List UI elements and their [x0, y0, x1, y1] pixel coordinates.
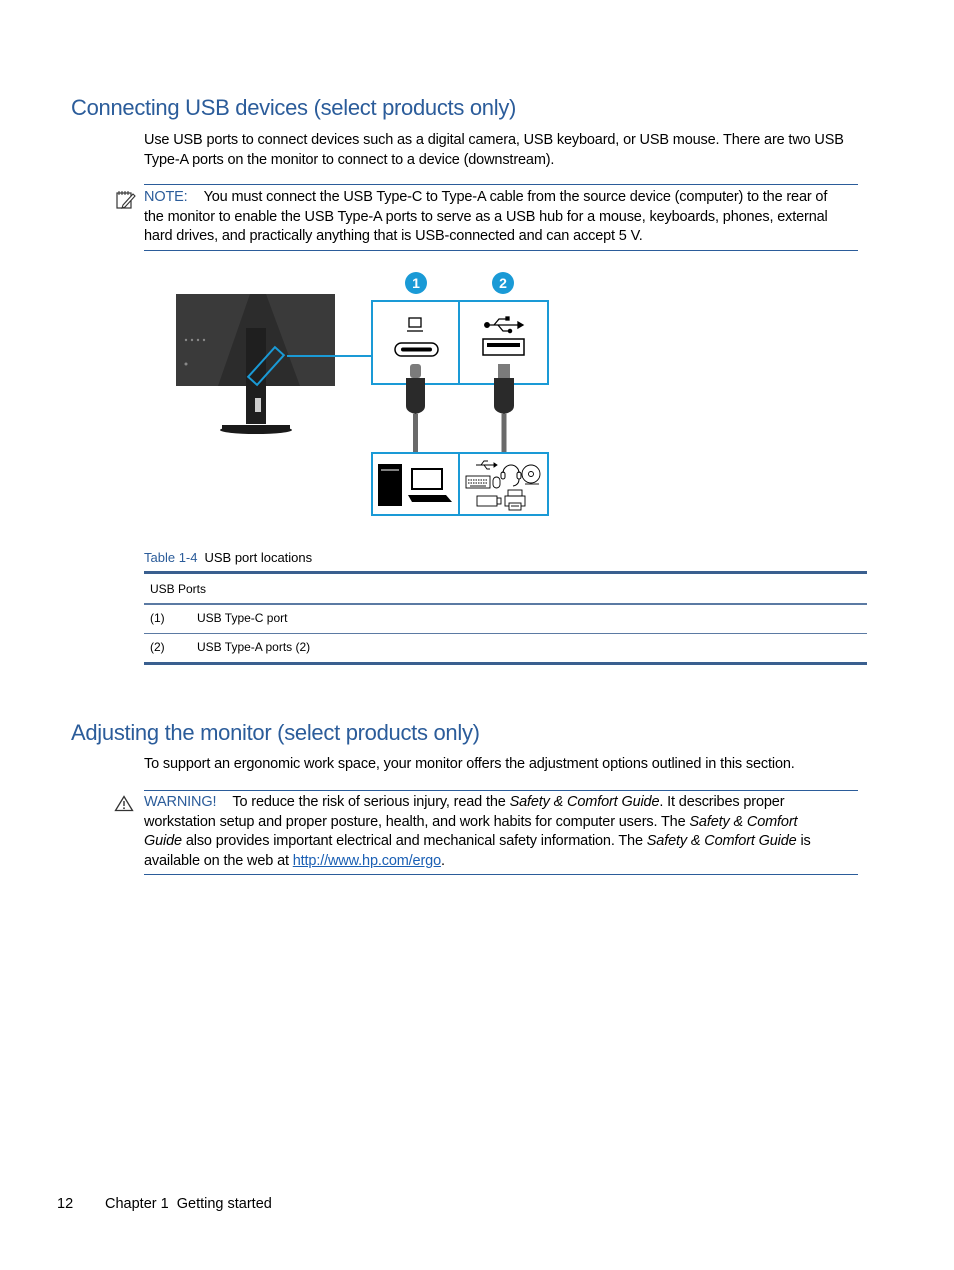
warning-text: workstation setup and proper posture, health, and work habits for computer users. The	[144, 813, 690, 830]
section-heading-adjust: Adjusting the monitor (select products only)	[71, 720, 480, 745]
warning-line	[144, 813, 860, 833]
table-header-rule	[144, 603, 867, 605]
guide-title: Safety & Comfort Guide	[646, 833, 797, 849]
table-row-2-num: (2)	[150, 640, 165, 654]
warning-line	[144, 793, 860, 813]
note-icon	[115, 189, 137, 211]
warning-bottom-rule	[144, 874, 858, 875]
adjust-intro: To support an ergonomic work space, your monitor offers the adjustment options outlined in this section.	[144, 756, 795, 772]
guide-title: Guide	[144, 833, 182, 849]
warning-text: is	[796, 833, 811, 849]
svg-text:1: 1	[412, 275, 420, 291]
usb-c-port-icon	[395, 343, 438, 356]
table-caption-label: Table 1-4	[144, 550, 198, 565]
guide-title: Safety & Comfort Guide	[509, 794, 660, 810]
desktop-tower-icon	[378, 464, 402, 506]
warning-icon	[114, 795, 134, 812]
table-row-2-desc: USB Type-A ports (2)	[197, 640, 311, 654]
warning-label: WARNING!	[144, 794, 217, 810]
warning-top-rule	[144, 790, 858, 791]
guide-title: Safety & Comfort	[689, 813, 798, 830]
warning-text: . It describes proper	[659, 794, 785, 810]
note-label: NOTE:	[144, 189, 188, 205]
monitor-rear-illustration	[176, 294, 372, 434]
callout-1	[405, 272, 427, 294]
svg-text:2: 2	[499, 275, 507, 291]
table-caption-title: USB port locations	[204, 550, 313, 565]
note-line: hard drives, and practically anything that is USB-connected and can accept 5 V.	[144, 228, 643, 244]
note-paragraph	[144, 188, 860, 247]
table-row-1-desc: USB Type-C port	[197, 611, 288, 625]
table-header: USB Ports	[150, 582, 207, 596]
table-caption	[144, 550, 312, 565]
note-text: You must connect the USB Type-C to Type-A cable from the source device (computer) to the rear of	[203, 189, 828, 205]
page-number: 12	[57, 1196, 74, 1212]
table-row-rule	[144, 633, 867, 634]
warning-paragraph	[144, 793, 860, 871]
warning-line	[144, 852, 860, 872]
table-bottom-rule	[144, 662, 867, 665]
note-line: the monitor to enable the USB Type-A ports to serve as a USB hub for a mouse, keyboards, phones, external	[144, 208, 828, 225]
table-row-1-num: (1)	[150, 611, 165, 625]
usb-intro-line: Use USB ports to connect devices such as a digital camera, USB keyboard, or USB mouse. There are two USB	[144, 132, 844, 148]
warning-line	[144, 832, 860, 852]
usb-a-port-icon	[483, 339, 524, 355]
table-top-rule	[144, 571, 867, 574]
note-line	[144, 188, 860, 208]
footer-chapter: Chapter 1 Getting started	[105, 1196, 272, 1212]
callout-2	[492, 272, 514, 294]
warning-text: available on the web at	[144, 852, 293, 869]
warning-text: .	[440, 852, 445, 869]
usb-intro-paragraph	[144, 131, 864, 170]
warning-text: To reduce the risk of serious injury, read the	[232, 794, 510, 810]
note-bottom-rule	[144, 250, 858, 251]
usb-intro-line: Type-A ports on the monitor to connect to a device (downstream).	[144, 151, 555, 168]
hp-ergo-link[interactable]: http://www.hp.com/ergo	[292, 852, 441, 869]
section-heading-usb: Connecting USB devices (select products only)	[71, 95, 517, 120]
note-top-rule	[144, 184, 858, 185]
warning-text: also provides important electrical and mechanical safety information. The	[181, 833, 647, 849]
usb-figure	[160, 268, 560, 524]
